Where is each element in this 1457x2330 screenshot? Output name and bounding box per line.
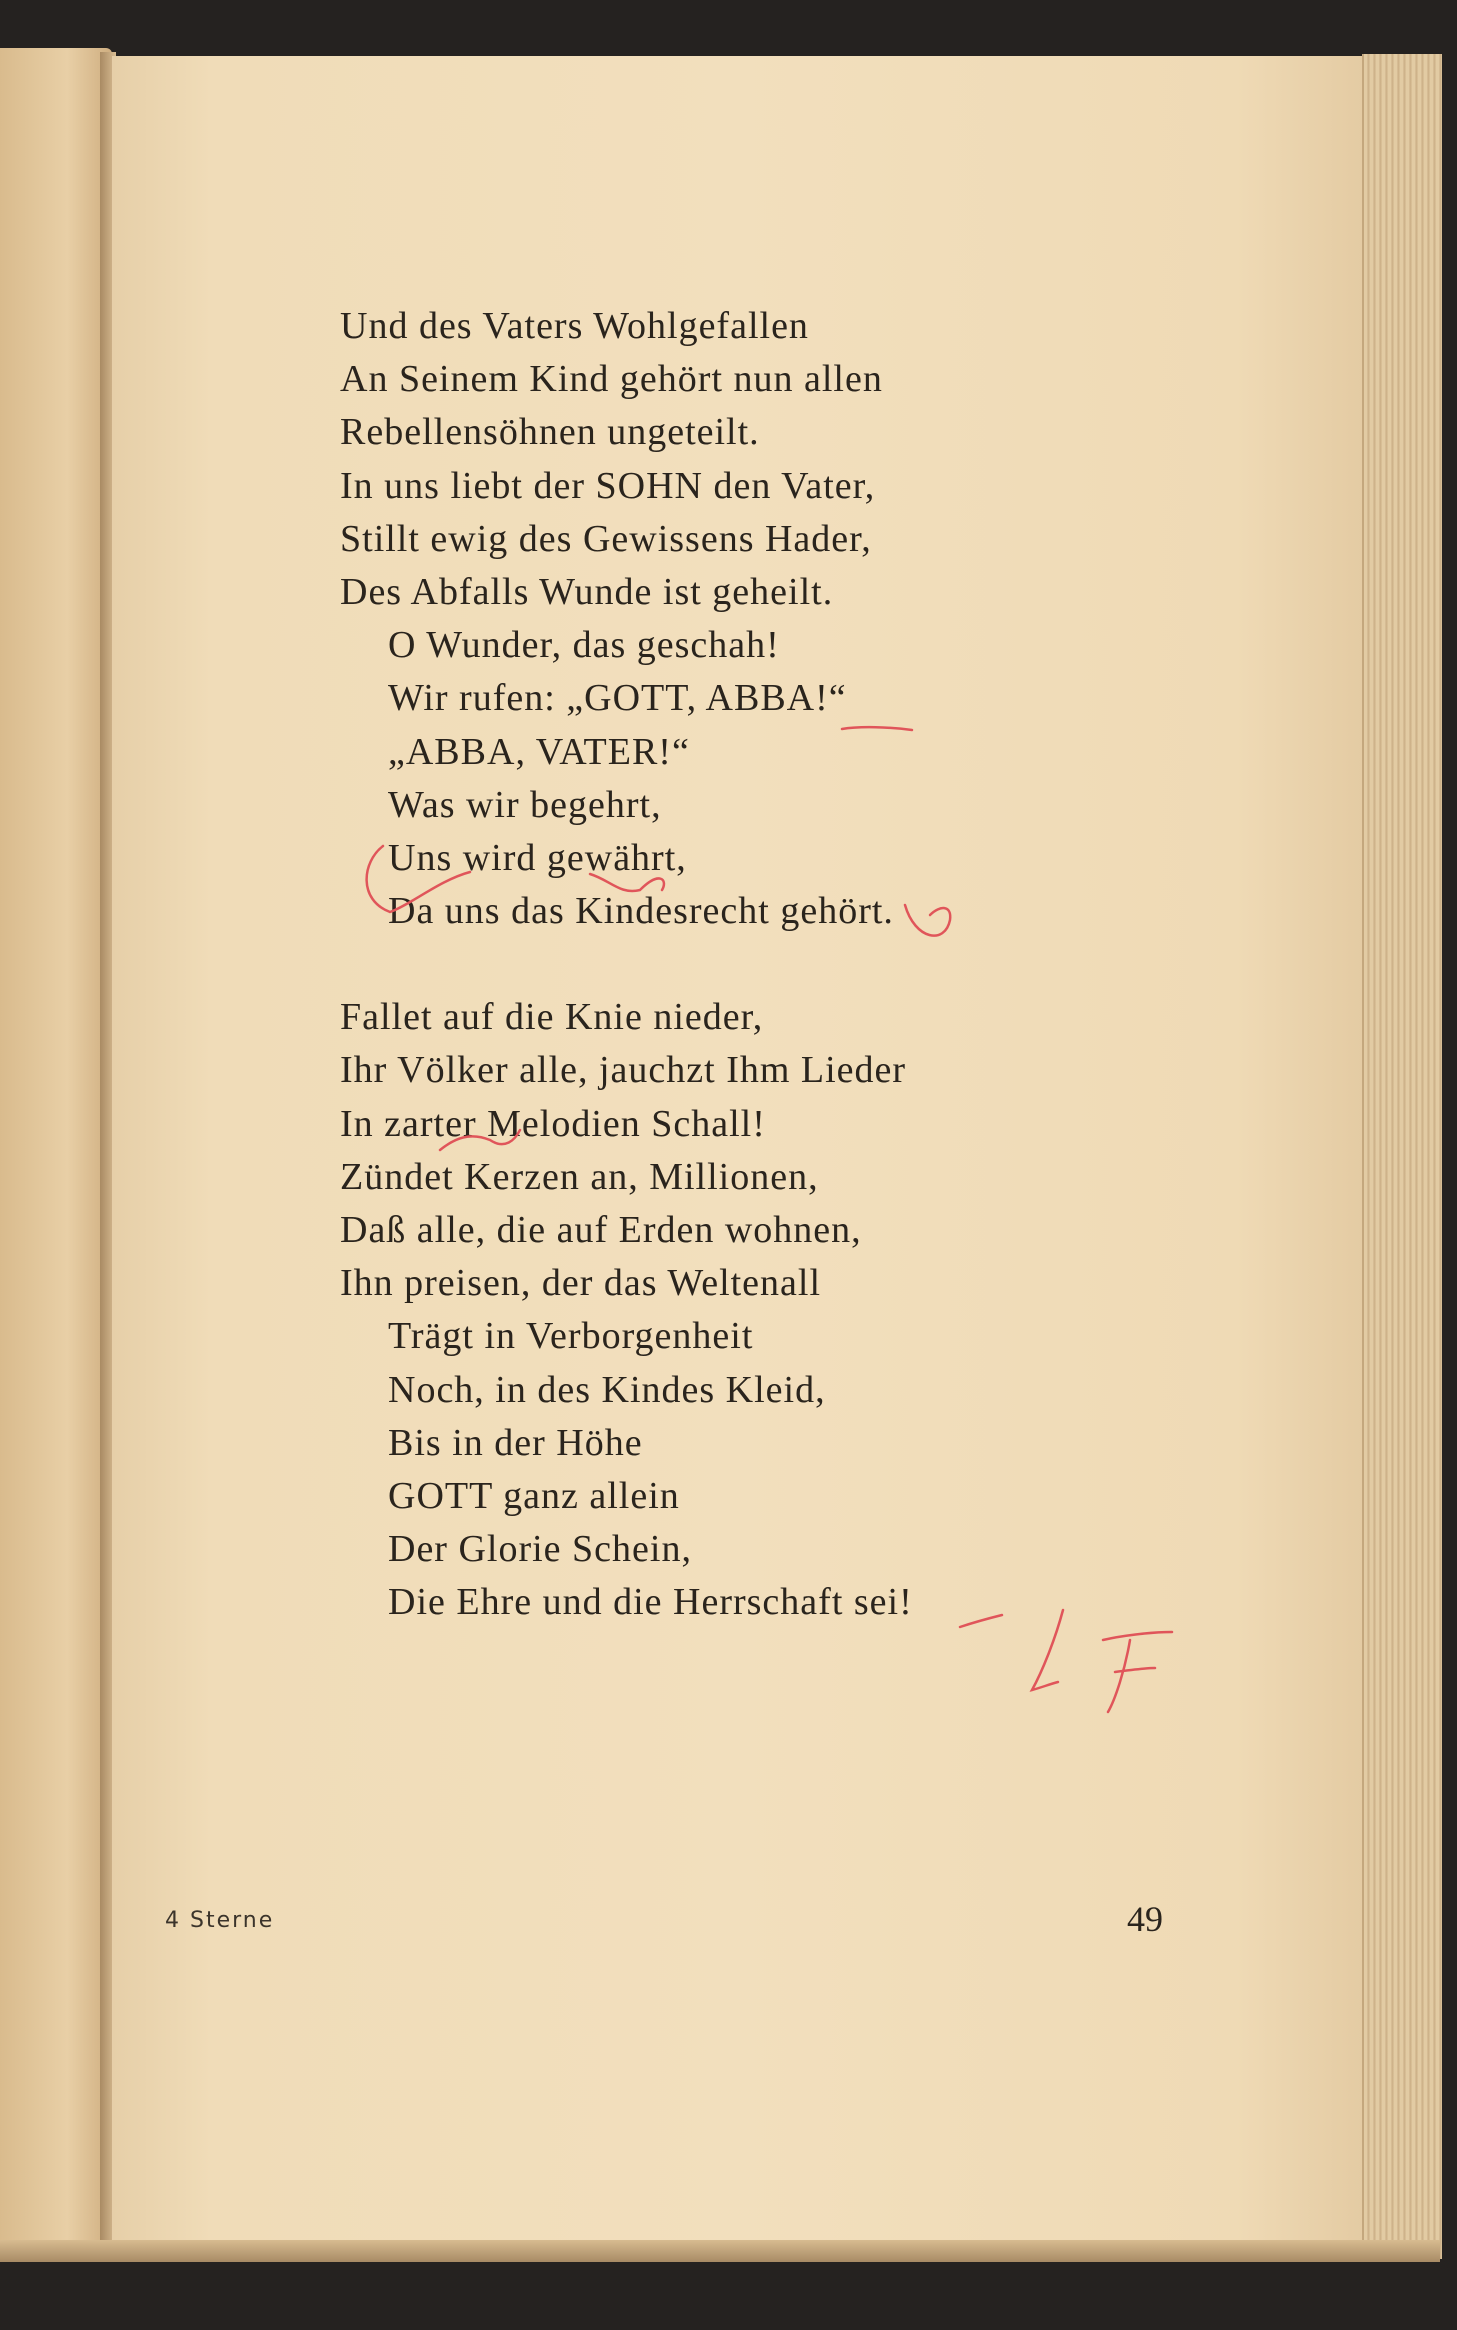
poem-line: Des Abfalls Wunde ist geheilt. [340,570,834,613]
poem-line: Und des Vaters Wohlgefallen [340,305,809,347]
poem-line: Ihr Völker alle, jauchzt Ihm Lieder [340,1049,907,1092]
poem-line: GOTT ganz allein [388,1474,680,1517]
poem-line: An Seinem Kind gehört nun allen [340,358,883,401]
poem-line: Da uns das Kindesrecht gehört. [388,890,894,933]
poem-line: Ihn preisen, der das Weltenall [340,1262,822,1305]
poem-text [340,300,1060,1630]
poem-line: Stillt ewig des Gewissens Hader, [340,517,872,560]
page-bottom-edge [0,2240,1440,2262]
poem-line: O Wunder, das geschah! [388,624,780,667]
poem-line: Zündet Kerzen an, Millionen, [340,1155,819,1198]
poem-line: „ABBA, VATER!“ [388,730,690,773]
poem-stanza [340,300,1060,938]
poem-line: Der Glorie Schein, [388,1528,692,1571]
poem-line: Uns wird gewährt, [388,836,687,879]
poem-line: Trägt in Verborgenheit [388,1315,754,1358]
poem-stanza [340,991,1060,1629]
poem-line: In zarter Melodien Schall! [340,1102,766,1145]
poem-line: Fallet auf die Knie nieder, [340,996,764,1039]
poem-line: Was wir begehrt, [388,783,662,826]
signature-mark: 4 Sterne [165,1908,275,1933]
poem-line: Daß alle, die auf Erden wohnen, [340,1209,862,1251]
poem-line: In uns liebt der SOHN den Vater, [340,464,876,507]
page-fore-edge [1362,54,1442,2259]
poem-line: Noch, in des Kindes Kleid, [388,1368,826,1411]
poem-line: Wir rufen: „GOTT, ABBA!“ [388,677,847,720]
page-number: 49 [1127,1899,1163,1939]
left-page-edge [0,48,112,2258]
poem-line: Rebellensöhnen ungeteilt. [340,411,760,454]
poem-line: Die Ehre und die Herrschaft sei! [388,1581,913,1624]
poem-line: Bis in der Höhe [388,1421,643,1464]
